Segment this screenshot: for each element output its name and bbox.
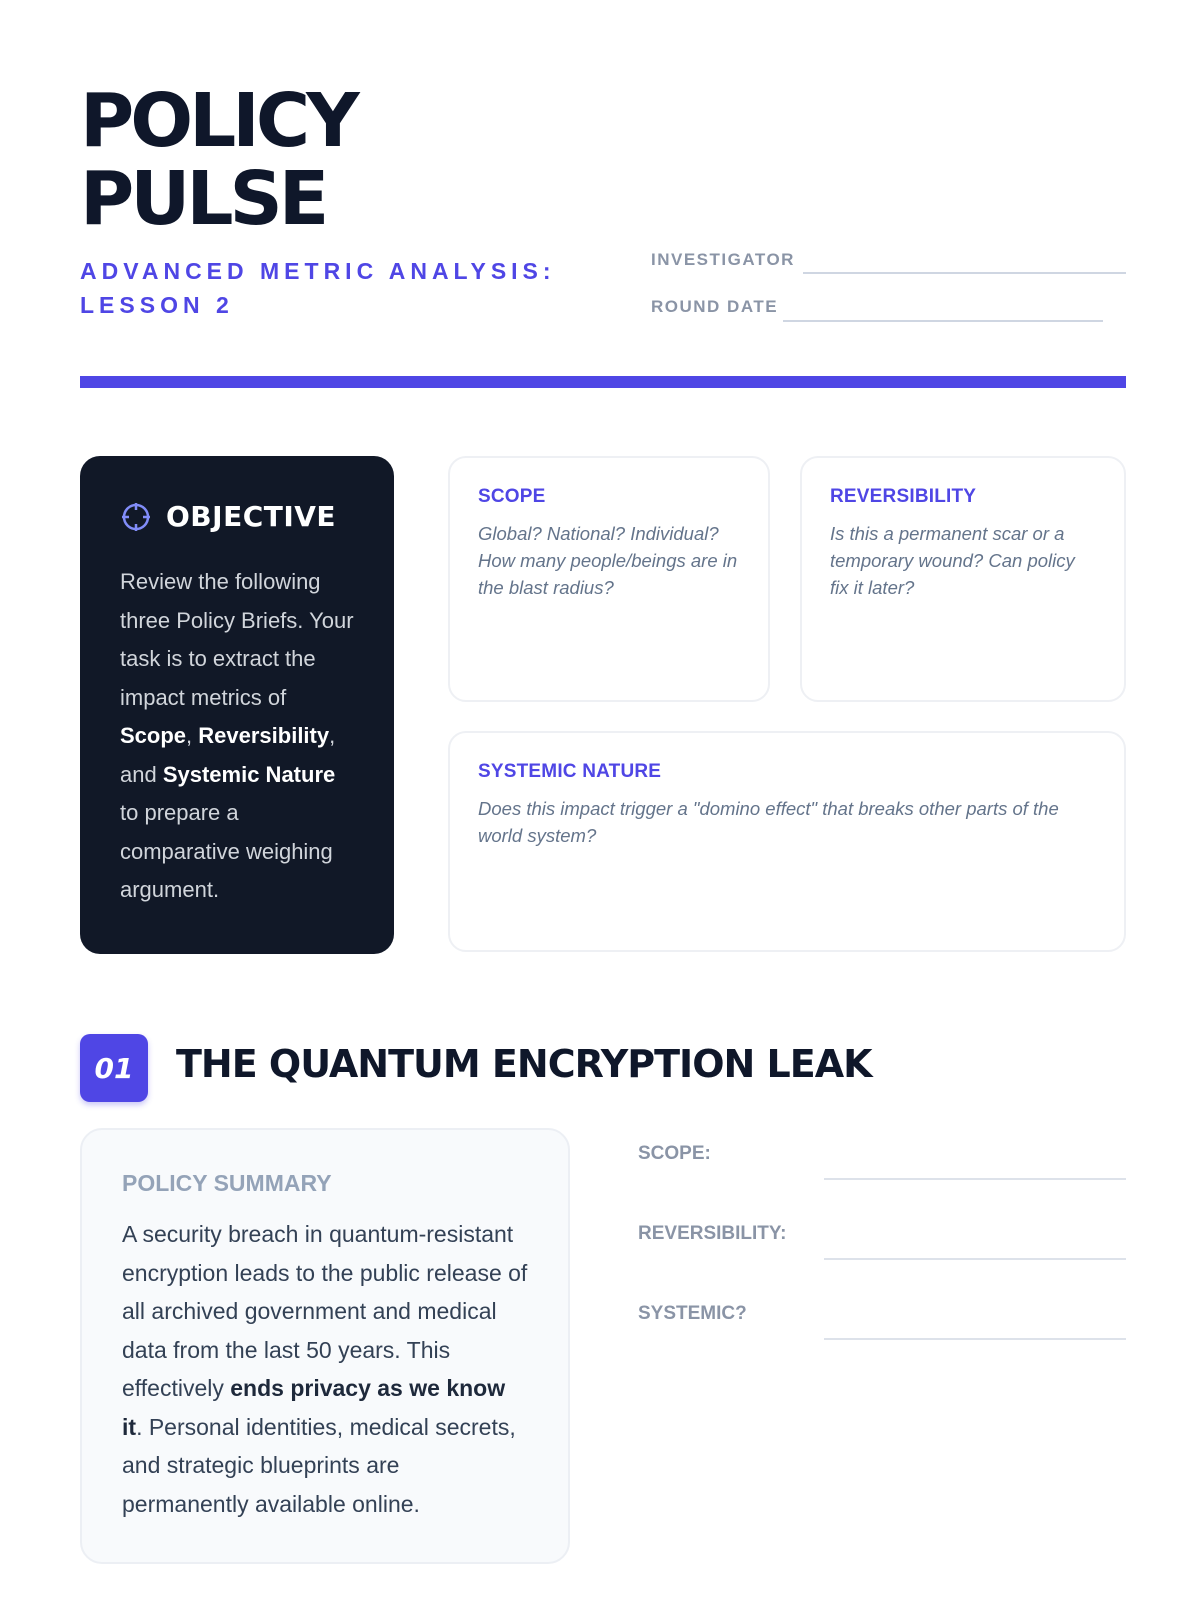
- title-line-2: PULSE: [80, 156, 326, 242]
- reversibility-card-text: Is this a permanent scar or a temporary wound? Can policy fix it later?: [830, 523, 1075, 598]
- systemic-card-title: SYSTEMIC NATURE: [478, 761, 662, 782]
- keyword-systemic-nature: Systemic Nature: [162, 761, 336, 787]
- investigator-input-line[interactable]: [803, 272, 1126, 274]
- objective-panel: [80, 456, 394, 954]
- header-divider: [80, 376, 1126, 388]
- reversibility-field-line[interactable]: [824, 1258, 1126, 1260]
- round-date-input-line[interactable]: [783, 320, 1103, 322]
- keyword-reversibility: Reversibility: [198, 723, 330, 748]
- investigator-label: INVESTIGATOR: [651, 250, 795, 269]
- title-line-1: POLICY: [80, 78, 356, 164]
- keyword-scope: Scope: [120, 723, 187, 748]
- systemic-nature-card: [448, 731, 1126, 952]
- section-title: THE QUANTUM ENCRYPTION LEAK: [176, 1042, 872, 1086]
- crosshair-icon: [120, 501, 152, 533]
- scope-card: [448, 456, 770, 702]
- scope-field-line[interactable]: [824, 1178, 1126, 1180]
- page-subtitle: ADVANCED METRIC ANALYSIS: LESSON 2: [80, 258, 556, 318]
- scope-card-text: Global? National? Individual? How many people/beings are in the blast radius?: [478, 523, 738, 598]
- reversibility-field-label: REVERSIBILITY:: [638, 1223, 787, 1244]
- page-title: [80, 78, 356, 242]
- objective-text: Review the following three Policy Briefs. Your task is to extract the impact metrics of Scope, Reversibility, and Systemic Nature to prepare a comparative weighing argument.: [120, 569, 354, 902]
- section-number-badge: 01: [80, 1034, 148, 1102]
- scope-card-title: SCOPE: [478, 486, 546, 507]
- summary-emphasis: ends privacy as we know it: [122, 1375, 506, 1440]
- policy-summary-panel: [80, 1128, 570, 1564]
- objective-header: [120, 500, 354, 533]
- systemic-card-text: Does this impact trigger a "domino effect" that breaks other parts of the world system?: [478, 798, 1059, 846]
- systemic-field-label: SYSTEMIC?: [638, 1303, 747, 1324]
- scope-field-label: SCOPE:: [638, 1143, 711, 1164]
- round-date-label: ROUND DATE: [651, 297, 779, 316]
- reversibility-card-title: REVERSIBILITY: [830, 486, 977, 507]
- systemic-field-line[interactable]: [824, 1338, 1126, 1340]
- policy-summary-text: A security breach in quantum-resistant encryption leads to the public release of all archived government and medical data from the last 50 years. This effectively ends privacy as we know it. Personal identities, medical secrets, and strategic blueprints are permanently available online.: [122, 1221, 528, 1517]
- policy-summary-title: POLICY SUMMARY: [122, 1170, 332, 1196]
- reversibility-card: [800, 456, 1126, 702]
- objective-title: OBJECTIVE: [166, 500, 337, 533]
